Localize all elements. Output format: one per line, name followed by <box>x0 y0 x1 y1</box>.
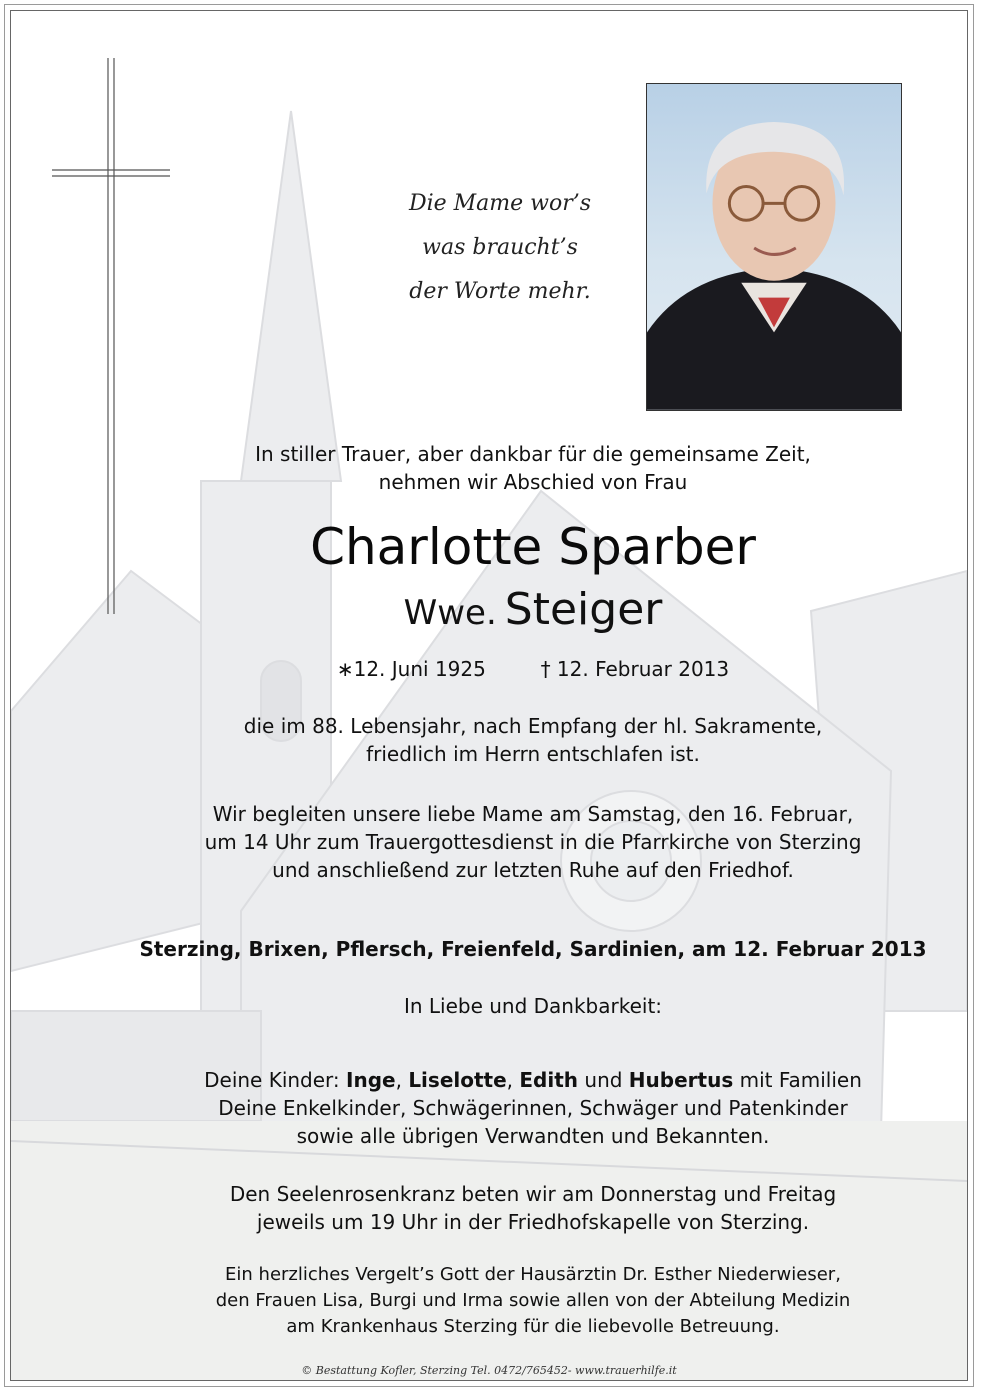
child-name-1: Inge <box>346 1068 396 1092</box>
motto-line-2: was braucht’s <box>422 235 578 260</box>
passing-line-1: die im 88. Lebensjahr, nach Empfang der hl. Sakramente, <box>243 714 823 738</box>
death-cross-icon: † <box>540 657 551 681</box>
footer-credit: © Bestattung Kofler, Sterzing Tel. 0472/765452- www.trauerhilfe.it <box>301 1364 677 1377</box>
and-word: und <box>584 1068 623 1092</box>
intro-line-2: nehmen wir Abschied von Frau <box>378 470 688 494</box>
family-paragraph <box>60 1066 982 1150</box>
thanks-paragraph <box>60 1262 982 1340</box>
married-name: Steiger <box>504 584 663 635</box>
thanks-line-2: den Frauen Lisa, Burgi und Irma sowie allen von der Abteilung Medizin <box>215 1290 851 1311</box>
child-name-4: Hubertus <box>628 1068 734 1092</box>
funeral-paragraph <box>60 800 982 884</box>
life-dates <box>60 654 982 684</box>
children-line: Deine Kinder: Inge, Liselotte, Edith und Hubertus mit Familien <box>204 1068 862 1092</box>
funeral-line-1: Wir begleiten unsere liebe Mame am Samstag, den 16. Februar, <box>212 802 854 826</box>
rosary-paragraph <box>60 1180 982 1236</box>
birth-date: 12. Juni 1925 <box>353 657 486 681</box>
funeral-line-3: und anschließend zur letzten Ruhe auf den Friedhof. <box>272 858 794 882</box>
children-prefix: Deine Kinder: <box>204 1068 340 1092</box>
deceased-name: Charlotte Sparber <box>310 518 756 576</box>
motto-quote <box>380 182 620 314</box>
widow-prefix: Wwe. <box>403 593 497 633</box>
rosary-line-2: jeweils um 19 Uhr in der Friedhofskapelle von Sterzing. <box>256 1210 810 1234</box>
funeral-line-2: um 14 Uhr zum Trauergottesdienst in die Pfarrkirche von Sterzing <box>204 830 862 854</box>
motto-line-1: Die Mame wor’s <box>408 191 592 216</box>
child-name-3: Edith <box>519 1068 579 1092</box>
married-name-line <box>60 584 982 639</box>
birth-star-icon: ∗ <box>336 657 354 681</box>
relatives-line: sowie alle übrigen Verwandten und Bekannten. <box>296 1124 770 1148</box>
child-name-2: Liselotte <box>408 1068 507 1092</box>
intro-text <box>60 440 982 496</box>
thanks-line-1: Ein herzliches Vergelt’s Gott der Hausärztin Dr. Esther Niederwieser, <box>225 1264 841 1285</box>
places-date-line: Sterzing, Brixen, Pflersch, Freienfeld, Sardinien, am 12. Februar 2013 <box>139 937 927 961</box>
motto-line-3: der Worte mehr. <box>409 279 591 304</box>
children-suffix: mit Familien <box>739 1068 862 1092</box>
passing-paragraph <box>60 712 982 768</box>
grandchildren-line: Deine Enkelkinder, Schwägerinnen, Schwäger und Patenkinder <box>218 1096 848 1120</box>
portrait-photo <box>646 83 902 411</box>
passing-line-2: friedlich im Herrn entschlafen ist. <box>366 742 700 766</box>
love-line: In Liebe und Dankbarkeit: <box>403 994 663 1018</box>
rosary-line-1: Den Seelenrosenkranz beten wir am Donnerstag und Freitag <box>229 1182 837 1206</box>
intro-line-1: In stiller Trauer, aber dankbar für die gemeinsame Zeit, <box>255 442 811 466</box>
portrait-illustration <box>647 84 901 410</box>
death-date: 12. Februar 2013 <box>556 657 730 681</box>
thanks-line-3: am Krankenhaus Sterzing für die liebevolle Betreuung. <box>286 1316 780 1337</box>
